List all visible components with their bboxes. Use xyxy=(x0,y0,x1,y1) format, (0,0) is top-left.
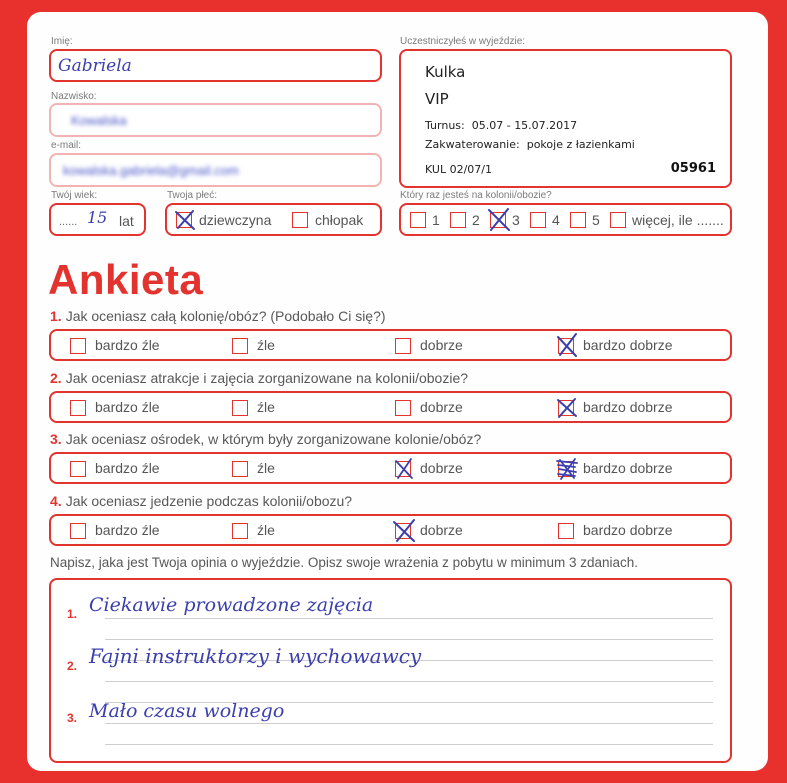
q3-dobrze-label: dobrze xyxy=(420,460,463,476)
surname-value: Kowalska xyxy=(71,113,127,128)
name-label: Imię: xyxy=(51,36,73,47)
surname-label: Nazwisko: xyxy=(51,91,97,102)
name-field[interactable] xyxy=(49,49,382,82)
q2-bardzo-zle-checkbox[interactable] xyxy=(70,400,86,416)
times-3-label: 3 xyxy=(512,212,520,228)
q4-bardzo-dobrze-checkbox[interactable] xyxy=(558,523,574,539)
question-text: Jak oceniasz atrakcje i zajęcia zorganizowane na kolonii/obozie? xyxy=(65,370,469,386)
opinion-prompt: Napisz, jaka jest Twoja opinia o wyjeździe. Opisz swoje wrażenia z pobytu w minimum 3 zdaniach. xyxy=(50,555,639,570)
checkmark-cross-icon xyxy=(173,208,197,232)
gender-female-checkbox[interactable] xyxy=(176,212,192,228)
q2-dobrze-label: dobrze xyxy=(420,399,463,415)
opinion-line-3: Mało czasu wolnego xyxy=(89,700,285,722)
q4-bardzo-zle-label: bardzo źle xyxy=(95,522,160,538)
q3-dobrze-checkbox[interactable] xyxy=(395,461,411,477)
q4-bardzo-dobrze-label: bardzo dobrze xyxy=(583,522,673,538)
q4-bardzo-zle-checkbox[interactable] xyxy=(70,523,86,539)
ruled-line xyxy=(105,723,713,724)
opinion-box[interactable] xyxy=(49,578,732,763)
opinion-line-number: 3. xyxy=(67,711,78,725)
q3-zle-checkbox[interactable] xyxy=(232,461,248,477)
opinion-line-number: 1. xyxy=(67,607,78,621)
q4-dobrze-label: dobrze xyxy=(420,522,463,538)
question-number: 2. xyxy=(50,370,62,386)
email-label: e-mail: xyxy=(51,140,82,151)
accommodation-label: Zakwaterowanie: xyxy=(425,138,520,151)
age-value: 15 xyxy=(87,208,108,227)
gender-field xyxy=(165,203,382,236)
scribble-icon xyxy=(555,457,579,481)
times-2-checkbox[interactable] xyxy=(450,212,466,228)
q2-zle-checkbox[interactable] xyxy=(232,400,248,416)
checkmark-cross-icon xyxy=(392,457,416,481)
q2-zle-label: źle xyxy=(257,399,275,415)
q3-bardzo-dobrze-checkbox[interactable] xyxy=(558,461,574,477)
times-5-checkbox[interactable] xyxy=(570,212,586,228)
question-1 xyxy=(50,308,386,324)
q3-bardzo-dobrze-label: bardzo dobrze xyxy=(583,460,673,476)
age-label: Twój wiek: xyxy=(51,190,98,201)
q3-bardzo-zle-checkbox[interactable] xyxy=(70,461,86,477)
q1-zle-checkbox[interactable] xyxy=(232,338,248,354)
name-value: Gabriela xyxy=(58,56,132,76)
trip-turnus xyxy=(425,119,577,132)
gender-female-label: dziewczyna xyxy=(199,212,272,228)
times-label: Który raz jesteś na kolonii/obozie? xyxy=(400,190,552,201)
ruled-line xyxy=(105,618,713,619)
rating-row-2 xyxy=(49,391,732,423)
trip-label: Uczestniczyłeś w wyjeździe: xyxy=(400,36,526,47)
times-1-checkbox[interactable] xyxy=(410,212,426,228)
opinion-line-2: Fajni instruktorzy i wychowawcy xyxy=(89,644,422,668)
times-field xyxy=(399,203,732,236)
rating-row-3 xyxy=(49,452,732,484)
q1-bardzo-zle-checkbox[interactable] xyxy=(70,338,86,354)
trip-info-box xyxy=(399,49,732,188)
gender-label: Twoja płeć: xyxy=(167,190,218,201)
trip-number: 05961 xyxy=(670,161,716,176)
email-value: kowalska.gabriela@gmail.com xyxy=(63,163,239,178)
turnus-label: Turnus: xyxy=(425,119,465,132)
question-text: Jak oceniasz ośrodek, w którym były zorganizowane kolonie/obóz? xyxy=(65,431,482,447)
opinion-line-number: 2. xyxy=(67,659,78,673)
q4-zle-checkbox[interactable] xyxy=(232,523,248,539)
trip-name: Kulka xyxy=(425,63,466,81)
times-4-checkbox[interactable] xyxy=(530,212,546,228)
question-number: 4. xyxy=(50,493,62,509)
checkmark-cross-icon xyxy=(392,519,416,543)
q2-bardzo-dobrze-checkbox[interactable] xyxy=(558,400,574,416)
checkmark-cross-icon xyxy=(555,334,579,358)
checkmark-cross-icon xyxy=(555,396,579,420)
question-2 xyxy=(50,370,468,386)
q3-bardzo-zle-label: bardzo źle xyxy=(95,460,160,476)
q4-dobrze-checkbox[interactable] xyxy=(395,523,411,539)
q1-bardzo-dobrze-label: bardzo dobrze xyxy=(583,337,673,353)
q2-bardzo-dobrze-label: bardzo dobrze xyxy=(583,399,673,415)
question-number: 3. xyxy=(50,431,62,447)
rating-row-1 xyxy=(49,329,732,361)
q2-bardzo-zle-label: bardzo źle xyxy=(95,399,160,415)
question-text: Jak oceniasz jedzenie podczas kolonii/obozu? xyxy=(65,493,353,509)
question-text: Jak oceniasz całą kolonię/obóz? (Podobało Ci się?) xyxy=(65,308,386,324)
email-field[interactable] xyxy=(49,153,382,187)
q1-dobrze-checkbox[interactable] xyxy=(395,338,411,354)
survey-title: Ankieta xyxy=(48,256,204,303)
q1-bardzo-dobrze-checkbox[interactable] xyxy=(558,338,574,354)
trip-accommodation xyxy=(425,138,635,151)
q1-dobrze-label: dobrze xyxy=(420,337,463,353)
ruled-line xyxy=(105,639,713,640)
question-4 xyxy=(50,493,352,509)
surname-field[interactable] xyxy=(49,103,382,137)
q2-dobrze-checkbox[interactable] xyxy=(395,400,411,416)
age-field[interactable] xyxy=(49,203,146,236)
q4-zle-label: źle xyxy=(257,522,275,538)
q3-zle-label: źle xyxy=(257,460,275,476)
age-unit: lat xyxy=(119,213,134,229)
accommodation-value: pokoje z łazienkami xyxy=(526,138,635,151)
question-3 xyxy=(50,431,481,447)
q1-bardzo-zle-label: bardzo źle xyxy=(95,337,160,353)
age-dots: ...... xyxy=(59,216,78,228)
ruled-line xyxy=(105,744,713,745)
times-4-label: 4 xyxy=(552,212,560,228)
times-1-label: 1 xyxy=(432,212,440,228)
turnus-value: 05.07 - 15.07.2017 xyxy=(471,119,578,132)
times-more-checkbox[interactable] xyxy=(610,212,626,228)
ruled-line xyxy=(105,681,713,682)
times-3-checkbox[interactable] xyxy=(490,212,506,228)
gender-male-checkbox[interactable] xyxy=(292,212,308,228)
trip-code: KUL 02/07/1 xyxy=(425,163,492,176)
form-sheet xyxy=(27,12,768,771)
rating-row-4 xyxy=(49,514,732,546)
opinion-line-1: Ciekawie prowadzone zajęcia xyxy=(89,594,374,616)
q1-zle-label: źle xyxy=(257,337,275,353)
times-5-label: 5 xyxy=(592,212,600,228)
times-more-label: więcej, ile ....... xyxy=(632,212,724,228)
gender-male-label: chłopak xyxy=(315,212,364,228)
times-2-label: 2 xyxy=(472,212,480,228)
trip-type: VIP xyxy=(425,90,449,108)
question-number: 1. xyxy=(50,308,62,324)
checkmark-cross-icon xyxy=(487,208,511,232)
